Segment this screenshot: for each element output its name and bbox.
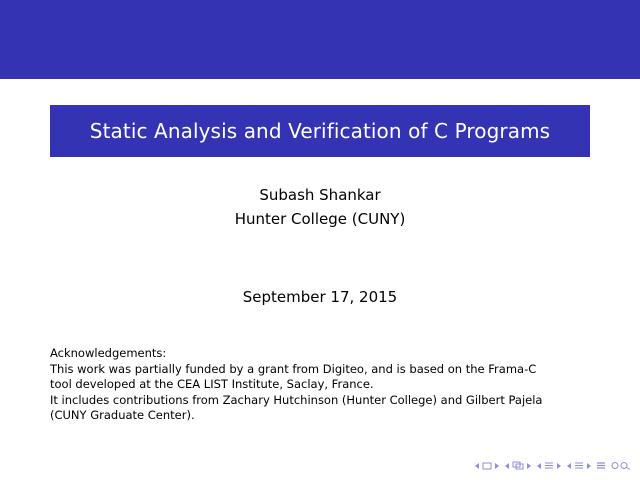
acknowledgements-line: tool developed at the CEA LIST Institute, Saclay, France. <box>50 377 374 391</box>
acknowledgements-line: (CUNY Graduate Center). <box>50 408 195 422</box>
nav-right-arrow-icon[interactable] <box>494 462 500 470</box>
nav-right-arrow-icon[interactable] <box>586 462 592 470</box>
nav-frame-icon[interactable] <box>512 461 524 470</box>
section-nav-group <box>566 461 592 470</box>
nav-slide-icon[interactable] <box>482 462 492 470</box>
frame-nav-group <box>504 461 532 470</box>
nav-left-arrow-icon[interactable] <box>536 462 542 470</box>
nav-align-icon[interactable] <box>596 461 606 470</box>
beamer-navigation <box>474 461 632 470</box>
nav-search-icon[interactable] <box>610 461 632 470</box>
nav-left-arrow-icon[interactable] <box>566 462 572 470</box>
slide-nav-group <box>474 462 500 470</box>
nav-section-icon[interactable] <box>574 461 584 470</box>
presentation-date: September 17, 2015 <box>242 288 398 306</box>
author-institution: Hunter College (CUNY) <box>234 210 406 228</box>
header-band <box>0 0 640 79</box>
slide-title: Static Analysis and Verification of C Programs <box>89 119 551 143</box>
subsection-nav-group <box>536 461 562 470</box>
author-name: Subash Shankar <box>259 186 381 204</box>
nav-left-arrow-icon[interactable] <box>504 462 510 470</box>
nav-left-arrow-icon[interactable] <box>474 462 480 470</box>
acknowledgements-line: This work was partially funded by a grant from Digiteo, and is based on the Frama-C <box>50 361 537 376</box>
title-box <box>50 105 590 157</box>
nav-right-arrow-icon[interactable] <box>556 462 562 470</box>
acknowledgements-heading: Acknowledgements: <box>50 346 167 360</box>
nav-right-arrow-icon[interactable] <box>526 462 532 470</box>
acknowledgements-line: It includes contributions from Zachary Hutchinson (Hunter College) and Gilbert Pajela <box>50 392 543 407</box>
acknowledgements <box>50 346 600 424</box>
nav-subsection-icon[interactable] <box>544 461 554 470</box>
